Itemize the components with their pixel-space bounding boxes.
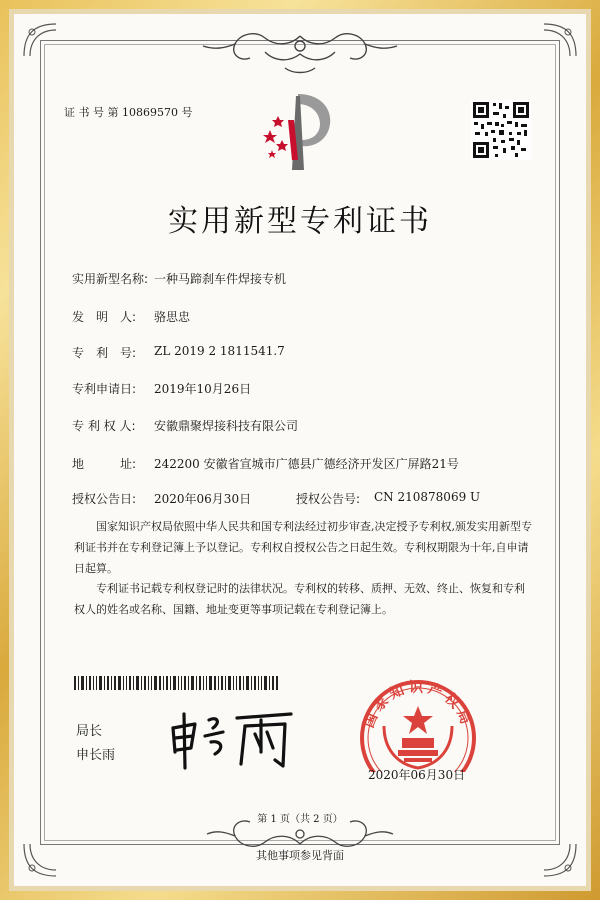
address-value: 242200 安徽省宣城市广德县广德经济开发区广屏路21号 [154,457,459,471]
patentee-value: 安徽鼎聚焊接科技有限公司 [154,419,299,433]
filing-date-value: 2019年10月26日 [154,382,252,396]
legal-status-paragraph: 专利证书记载专利权登记时的法律状况。专利权的转移、质押、无效、终止、恢复和专利权人的姓名或名称、国籍、地址变更等事项记载在专利登记簿上。 [74,582,525,616]
grant-number-value: CN 210878069 U [374,490,481,504]
certificate-number-suffix: 号 [181,106,193,119]
patent-office-logo-icon [258,90,338,175]
barcode-icon [74,676,278,690]
patentee-label: 专 利 权 人: [72,419,136,433]
corner-ornament-icon [540,20,580,60]
certificate-number-value: 10869570 [122,106,178,119]
grant-date-value: 2020年06月30日 [154,492,252,506]
seal-text: 国家知识产权局 [360,680,476,731]
utility-model-name-value: 一种马蹄刹车件焊接专机 [154,272,287,286]
inventor-value: 骆思忠 [154,310,191,324]
grant-statement-paragraph: 国家知识产权局依照中华人民共和国专利法经过初步审查,决定授予专利权,颁发实用新型专利证书并在专利登记簿上予以登记。专利权自授权公告之日起生效。专利权期限为十年,自申请日起算。 [74,520,532,575]
seal-date: 2020年06月30日 [368,768,466,782]
patent-number-label: 专 利 号: [72,346,137,360]
patent-number-value: ZL 2019 2 1811541.7 [154,344,285,358]
qr-code-icon [471,100,531,160]
corner-ornament-icon [20,20,60,60]
grant-number-label: 授权公告号: [296,492,361,506]
footer-note: 其他事项参见背面 [256,849,344,862]
certificate-title: 实用新型专利证书 [168,204,432,239]
grant-date-label: 授权公告日: [72,492,137,506]
certificate-number-label: 证 书 号 第 [64,106,119,119]
utility-model-name-label: 实用新型名称: [72,272,149,286]
official-seal-icon [348,676,488,772]
certificate-number [64,104,193,120]
filing-date-label: 专利申请日: [72,382,137,396]
address-label: 地 址: [72,457,137,471]
page-number: 第 1 页（共 2 页） [257,814,343,825]
top-ornament-icon [195,28,405,78]
handwritten-signature-icon [165,708,300,770]
inventor-label: 发 明 人: [72,310,137,324]
director-name: 申长雨 [76,748,116,763]
director-title: 局长 [76,724,103,739]
